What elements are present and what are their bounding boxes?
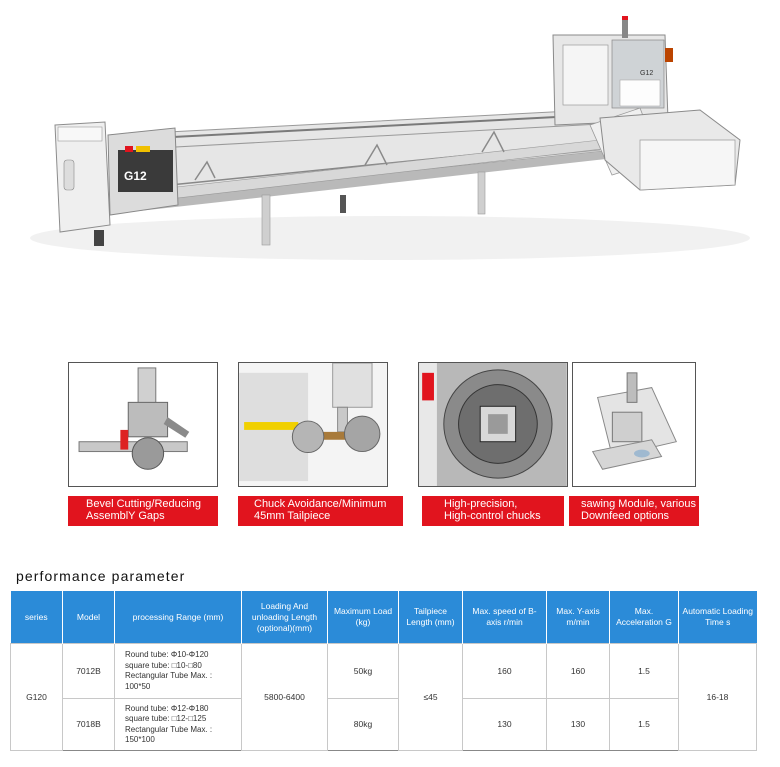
performance-parameter-table — [10, 591, 757, 751]
cell-model: 7012B — [63, 644, 115, 699]
header-processing-range: processing Range (mm) — [115, 591, 242, 644]
cell-max-load: 50kg — [328, 644, 399, 699]
cell-model: 7018B — [63, 699, 115, 751]
table-row — [11, 644, 757, 699]
cell-max-load: 80kg — [328, 699, 399, 751]
caption-line: 45mm Tailpiece — [254, 510, 331, 522]
cell-b-axis-speed: 130 — [463, 699, 547, 751]
range-line: square tube: □12-□125 — [125, 714, 207, 723]
range-line: Round tube: Φ12-Φ180 — [125, 703, 209, 713]
cell-b-axis-speed: 160 — [463, 644, 547, 699]
machine-badge-right: G12 — [640, 70, 654, 77]
caption-line: Chuck Avoidance/Minimum — [254, 498, 387, 510]
range-line: Round tube: Φ10-Φ120 — [125, 650, 209, 659]
caption-line: sawing Module, various — [581, 498, 696, 510]
header-b-axis-speed: Max. speed of B-axis r/min — [463, 591, 547, 644]
range-line: Rectangular Tube Max. : — [125, 671, 213, 680]
caption-line: High-control chucks — [444, 510, 541, 522]
header-max-load: Maximum Load (kg) — [328, 591, 399, 644]
cell-acceleration: 1.5 — [610, 699, 679, 751]
cell-tailpiece: ≤45 — [399, 644, 463, 751]
range-line: Rectangular Tube Max. : — [125, 724, 213, 734]
range-line: 100*50 — [125, 681, 151, 691]
cell-y-axis-speed: 160 — [547, 644, 610, 699]
caption-line: High-precision, — [444, 498, 518, 510]
header-model: Model — [63, 591, 115, 644]
cell-loading-time: 16-18 — [679, 644, 757, 751]
caption-line: AssemblY Gaps — [86, 510, 165, 522]
high-precision-chucks-photo — [418, 362, 568, 487]
cell-acceleration: 1.5 — [610, 644, 679, 699]
range-line: square tube: □10-□80 — [125, 660, 202, 670]
bevel-cutting-photo — [68, 362, 218, 487]
table-row — [11, 699, 757, 751]
hero-machine-illustration — [0, 0, 780, 300]
chuck-avoidance-caption — [238, 496, 403, 526]
header-tailpiece-length: Tailpiece Length (mm) — [399, 591, 463, 644]
bevel-cutting-caption — [68, 496, 218, 526]
caption-line: Bevel Cutting/Reducing — [86, 498, 201, 510]
table-header-row — [11, 591, 757, 644]
cell-loading-length: 5800-6400 — [242, 644, 328, 751]
cell-series: G120 — [11, 644, 63, 751]
sawing-module-caption — [569, 496, 699, 526]
sawing-module-photo — [572, 362, 696, 487]
machine-badge-left: G12 — [124, 169, 147, 183]
cell-processing-range — [115, 699, 242, 751]
header-y-axis-speed: Max. Y-axis m/min — [547, 591, 610, 644]
header-loading-time: Automatic Loading Time s — [679, 591, 757, 644]
header-loading-length: Loading And unloading Length (optional)(mm) — [242, 591, 328, 644]
chuck-avoidance-photo — [238, 362, 388, 487]
cell-y-axis-speed: 130 — [547, 699, 610, 751]
cell-processing-range — [115, 644, 242, 699]
header-max-acceleration: Max. Acceleration G — [610, 591, 679, 644]
section-title: performance parameter — [16, 568, 186, 584]
range-line: 150*100 — [125, 735, 155, 744]
high-precision-chucks-caption — [422, 496, 564, 526]
header-series: series — [11, 591, 63, 644]
caption-line: Downfeed options — [581, 510, 670, 522]
